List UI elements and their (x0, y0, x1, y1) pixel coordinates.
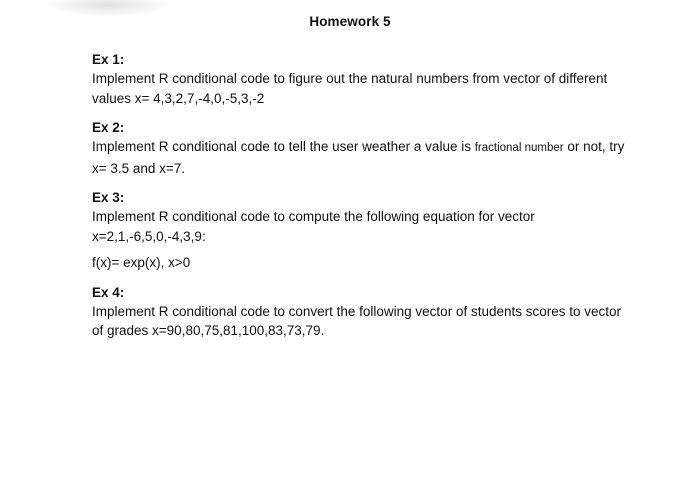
exercise-list (92, 50, 632, 351)
exercise-text: Implement R conditional code to convert the following vector of students scores to vector of grades x=90,80,75,81,100,83,73,79. (92, 303, 622, 338)
exercise-4 (92, 283, 632, 341)
exercise-text (92, 137, 632, 178)
exercise-heading: Ex 3: (92, 190, 125, 205)
exercise-text: Implement R conditional code to compute the following equation for vector x=2,1,-6,5,0,-4,3,9: (92, 209, 535, 244)
exercise-formula: f(x)= exp(x), x>0 (92, 255, 191, 270)
exercise-text-part: Implement R conditional code to tell the user weather a value is (92, 139, 475, 154)
exercise-heading: Ex 1: (92, 52, 125, 67)
exercise-1 (92, 50, 632, 108)
exercise-text-part: or not, try x= 3.5 and x=7. (92, 139, 625, 176)
exercise-3 (92, 188, 632, 273)
page-title: Homework 5 (309, 14, 391, 29)
exercise-text: Implement R conditional code to figure out the natural numbers from vector of different values x= 4,3,2,7,-4,0,-5,3,-2 (92, 71, 608, 106)
exercise-heading: Ex 2: (92, 120, 125, 135)
exercise-2 (92, 118, 632, 178)
exercise-heading: Ex 4: (92, 284, 125, 300)
exercise-text-small: fractional number (474, 142, 564, 154)
